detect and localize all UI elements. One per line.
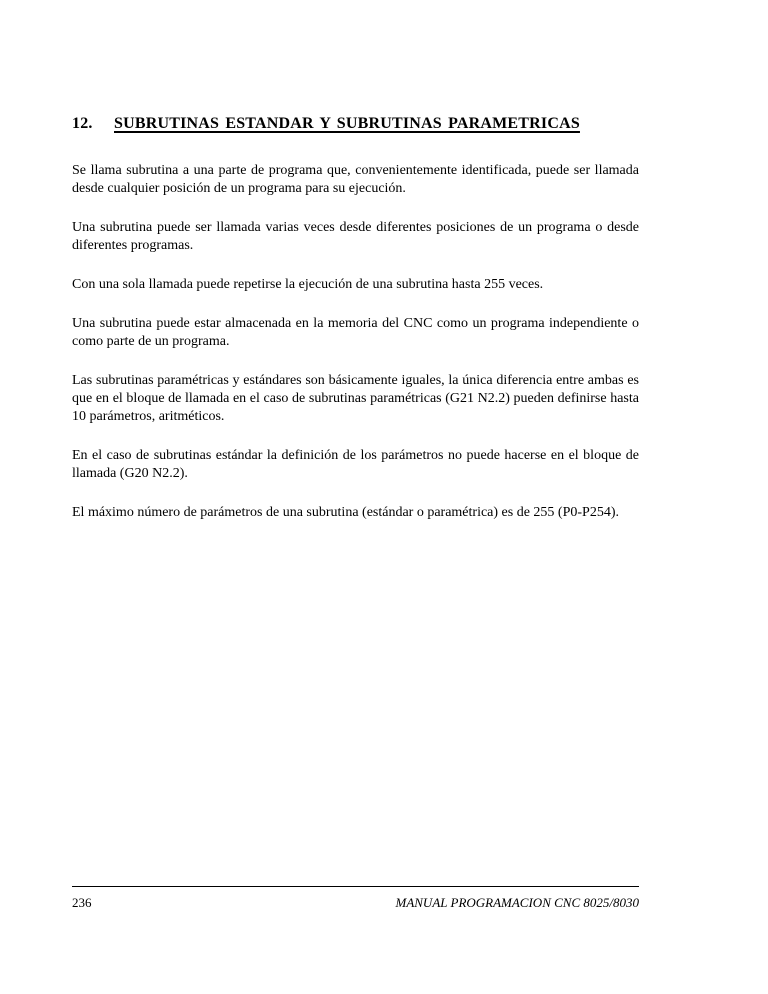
- chapter-number: 12.: [72, 115, 93, 132]
- footer-manual-title: MANUAL PROGRAMACION CNC 8025/8030: [395, 895, 639, 910]
- paragraph: Las subrutinas paramétricas y estándares son básicamente iguales, la única diferencia entre ambas es que en el bloque de llamada en el caso de subrutinas paramétricas (G21 N2.2) pueden definirse hasta 10 parámetros, aritméticos.: [72, 373, 639, 424]
- page-number: 236: [72, 895, 92, 910]
- paragraph: Se llama subrutina a una parte de programa que, convenientemente identificada, puede ser llamada desde cualquier posición de un programa para su ejecución.: [72, 163, 639, 196]
- chapter-title: SUBRUTINAS ESTANDAR Y SUBRUTINAS PARAMETRICAS: [114, 115, 580, 132]
- body-text: [72, 162, 639, 543]
- footer-divider: [72, 886, 639, 887]
- paragraph: Una subrutina puede ser llamada varias veces desde diferentes posiciones de un programa o desde diferentes programas.: [72, 220, 639, 253]
- paragraph: Con una sola llamada puede repetirse la ejecución de una subrutina hasta 255 veces.: [72, 277, 544, 292]
- paragraph: En el caso de subrutinas estándar la definición de los parámetros no puede hacerse en el bloque de llamada (G20 N2.2).: [72, 448, 639, 481]
- paragraph: Una subrutina puede estar almacenada en la memoria del CNC como un programa independiente o como parte de un programa.: [72, 316, 639, 349]
- chapter-heading: [72, 115, 672, 133]
- paragraph: El máximo número de parámetros de una subrutina (estándar o paramétrica) es de 255 (P0-P254).: [72, 505, 619, 520]
